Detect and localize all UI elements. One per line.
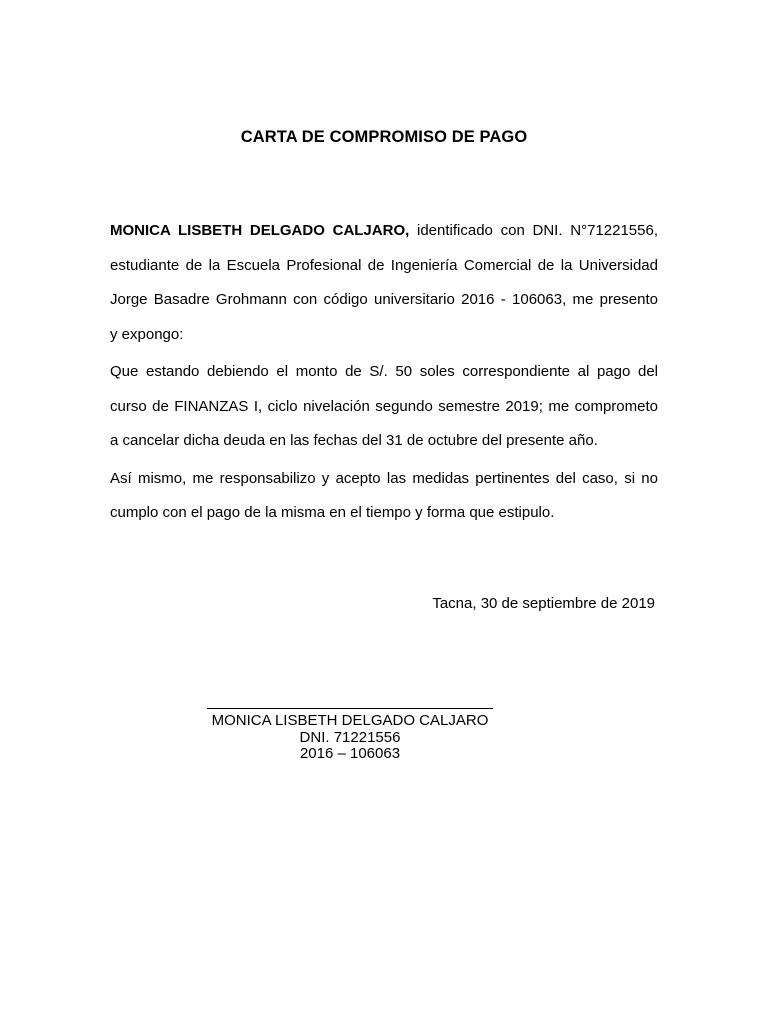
paragraph-line: y expongo: [110, 325, 184, 343]
paragraph-debt [110, 355, 658, 459]
signature-dni: DNI. 71221556 [299, 728, 401, 746]
document-title: CARTA DE COMPROMISO DE PAGO [240, 128, 528, 146]
document-body [110, 214, 658, 531]
signature-code: 2016 – 106063 [299, 745, 401, 762]
paragraph-line [110, 214, 658, 249]
paragraph-line: Así mismo, me responsabilizo y acepto las medidas pertinentes del caso, si no [110, 469, 658, 487]
paragraph-line: Jorge Basadre Grohmann con código universitario 2016 - 106063, me presento [110, 291, 658, 308]
paragraph-line: curso de FINANZAS I, ciclo nivelación segundo semestre 2019; me comprometo [110, 397, 658, 415]
signature-line [207, 708, 493, 709]
dni-text: identificado con DNI. N°71221556, [409, 222, 658, 239]
paragraph-line: Que estando debiendo el monto de S/. 50 soles correspondiente al pago del [110, 363, 658, 380]
paragraph-introduction [110, 214, 658, 352]
document-date: Tacna, 30 de septiembre de 2019 [432, 595, 655, 612]
student-name-bold: MONICA LISBETH DELGADO CALJARO, [110, 222, 410, 239]
paragraph-line: a cancelar dicha deuda en las fechas del 31 de octubre del presente año. [110, 432, 598, 449]
paragraph-responsibility [110, 462, 658, 531]
paragraph-line: estudiante de la Escuela Profesional de Ingeniería Comercial de la Universidad [110, 256, 658, 274]
paragraph-line: cumplo con el pago de la misma en el tiempo y forma que estipulo. [110, 504, 555, 521]
signature-block [207, 708, 493, 763]
signature-name: MONICA LISBETH DELGADO CALJARO [211, 712, 489, 729]
